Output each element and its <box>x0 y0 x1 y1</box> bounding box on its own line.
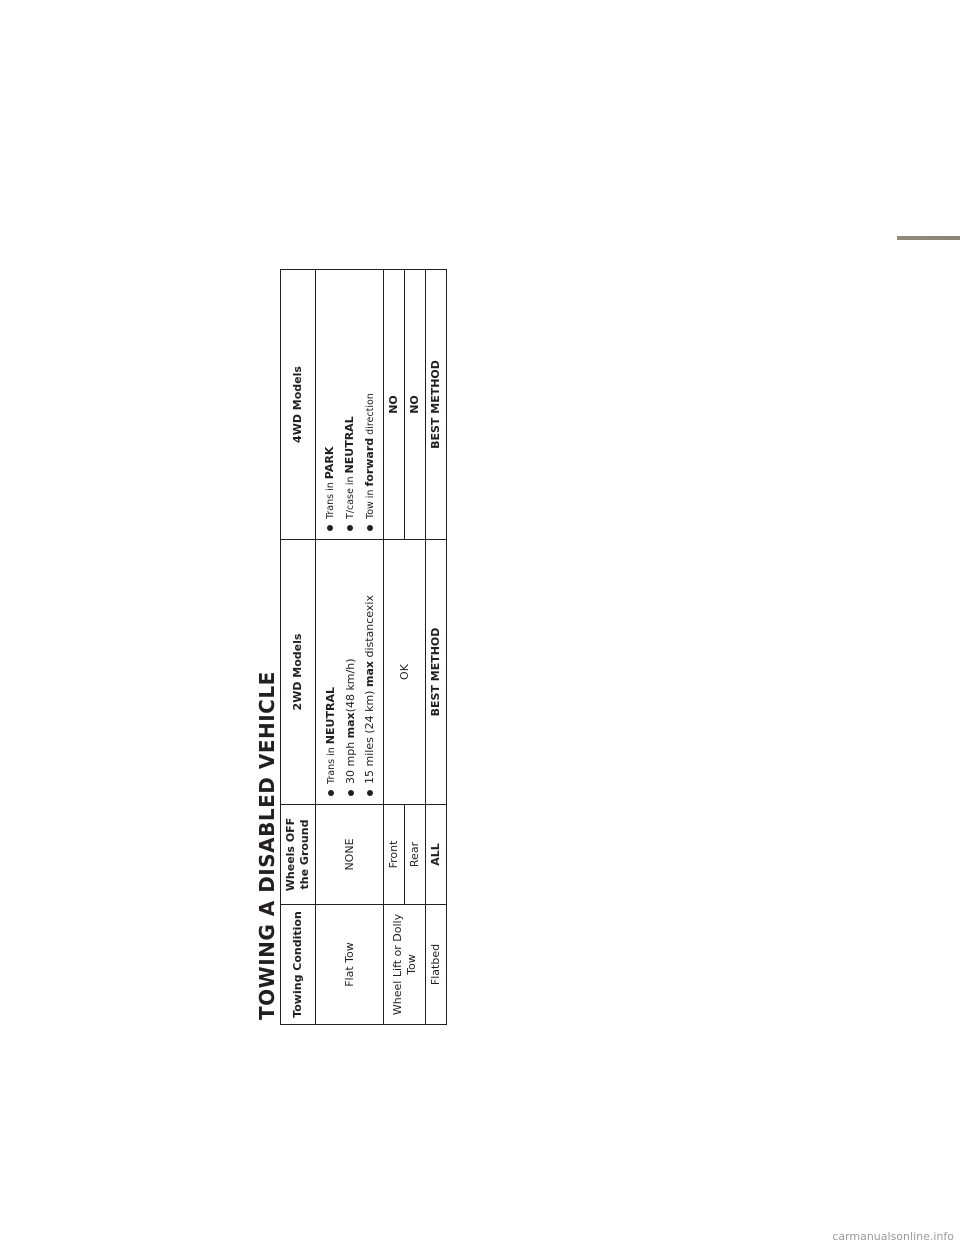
list-item: 15 miles (24 km) max distancexix <box>360 544 379 796</box>
table-row-flatbed <box>426 270 447 1025</box>
cell-flat-2wd <box>316 540 384 805</box>
cell-flatbed-wheels: ALL <box>426 805 447 905</box>
list-item: T/case in NEUTRAL <box>340 274 360 531</box>
bullet-icon <box>367 525 373 531</box>
cell-wheel-lift: Wheel Lift or Dolly Tow <box>384 905 426 1025</box>
cell-flat-tow: Flat Tow <box>316 905 384 1025</box>
cell-flatbed: Flatbed <box>426 905 447 1025</box>
cell-rear-wheels: Rear <box>405 805 426 905</box>
bullet-icon <box>348 790 354 796</box>
rotated-page-content <box>255 195 815 1025</box>
cell-wheel-lift-2wd: OK <box>384 540 426 805</box>
header-4wd-models: 4WD Models <box>281 270 316 540</box>
header-rule <box>897 236 960 240</box>
cell-flat-4wd <box>316 270 384 540</box>
list-item: 30 mph max(48 km/h) <box>341 544 360 796</box>
list-item: Tow in forward direction <box>360 274 380 531</box>
footer-watermark: carmanualsonline.info <box>832 1230 954 1243</box>
table-header-row <box>281 270 316 1025</box>
bullet-icon <box>327 525 333 531</box>
cell-flat-wheels: NONE <box>316 805 384 905</box>
header-wheels-line1: Wheels OFF <box>284 817 297 892</box>
cell-rear-4wd: NO <box>405 270 426 540</box>
table-row-wheel-lift-front <box>384 270 405 1025</box>
header-2wd-models: 2WD Models <box>281 540 316 805</box>
bullet-icon <box>347 525 353 531</box>
cell-front-wheels: Front <box>384 805 405 905</box>
list-item: Trans in NEUTRAL <box>321 544 341 796</box>
cell-flatbed-2wd: BEST METHOD <box>426 540 447 805</box>
table-row-flat-tow <box>316 270 384 1025</box>
cell-flatbed-4wd: BEST METHOD <box>426 270 447 540</box>
cell-front-4wd: NO <box>384 270 405 540</box>
bullet-icon <box>328 790 334 796</box>
header-wheels-line2: the Ground <box>298 819 311 890</box>
bullet-icon <box>367 790 373 796</box>
page-title: TOWING A DISABLED VEHICLE <box>255 671 279 1020</box>
header-wheels-off <box>281 805 316 905</box>
header-towing-condition: Towing Condition <box>281 905 316 1025</box>
list-item: Trans in PARK <box>320 274 340 531</box>
towing-table <box>280 269 447 1025</box>
